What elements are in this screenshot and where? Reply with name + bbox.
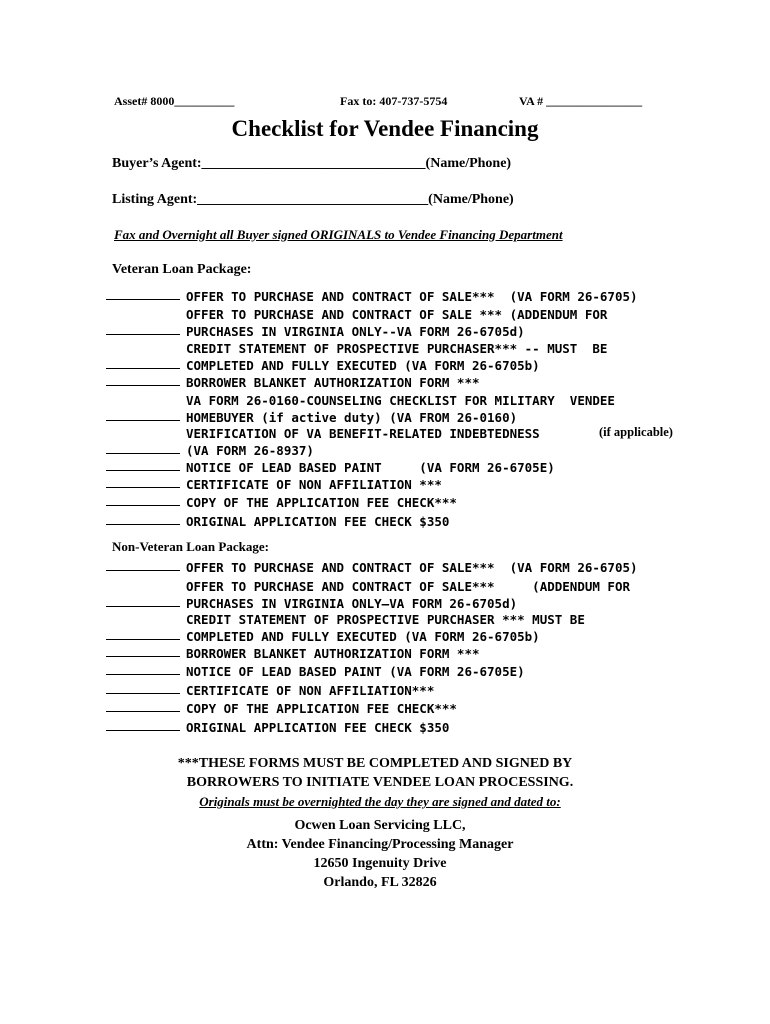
checklist-item-text: ORIGINAL APPLICATION FEE CHECK $350 <box>186 720 450 735</box>
asset-number-field[interactable]: Asset# 8000__________ <box>114 94 235 108</box>
checkbox-blank[interactable] <box>106 674 180 675</box>
overnight-note: Originals must be overnighted the day they are signed and dated to: <box>199 794 561 809</box>
checklist-item-text: VERIFICATION OF VA BENEFIT-RELATED INDEBTEDNESS (VA FORM 26-8937) <box>186 426 540 458</box>
non-veteran-section-heading: Non-Veteran Loan Package: <box>112 539 269 554</box>
checkbox-blank[interactable] <box>106 656 180 657</box>
checkbox-blank[interactable] <box>106 487 180 488</box>
checklist-item-text: OFFER TO PURCHASE AND CONTRACT OF SALE *** (ADDENDUM FOR PURCHASES IN VIRGINIA ONLY--VA FORM 26-6705d) <box>186 307 608 339</box>
completion-warning <box>0 754 770 811</box>
address-line: Orlando, FL 32826 <box>323 875 437 890</box>
checkbox-blank[interactable] <box>106 385 180 386</box>
checkbox-blank[interactable] <box>106 453 180 454</box>
checkbox-blank[interactable] <box>106 524 180 525</box>
checklist-item-text: OFFER TO PURCHASE AND CONTRACT OF SALE*** (VA FORM 26-6705) <box>186 560 638 575</box>
address-line: 12650 Ingenuity Drive <box>313 856 447 871</box>
if-applicable-note: (if applicable) <box>599 425 673 439</box>
checklist-item-text: CERTIFICATE OF NON AFFILIATION *** <box>186 477 442 492</box>
checkbox-blank[interactable] <box>106 639 180 640</box>
checkbox-blank[interactable] <box>106 368 180 369</box>
page-title: Checklist for Vendee Financing <box>231 116 539 141</box>
checklist-item-text: OFFER TO PURCHASE AND CONTRACT OF SALE*** (VA FORM 26-6705) <box>186 289 638 304</box>
checkbox-blank[interactable] <box>106 606 180 607</box>
checkbox-blank[interactable] <box>106 470 180 471</box>
mailing-address <box>0 816 770 892</box>
address-line: Attn: Vendee Financing/Processing Manager <box>246 837 514 852</box>
va-number-field[interactable]: VA # ________________ <box>519 94 643 108</box>
checkbox-blank[interactable] <box>106 420 180 421</box>
checklist-item-text: BORROWER BLANKET AUTHORIZATION FORM *** <box>186 646 480 661</box>
checklist-item-text: VA FORM 26-0160-COUNSELING CHECKLIST FOR MILITARY VENDEE HOMEBUYER (if active duty) (VA FROM 26-0160) <box>186 393 615 425</box>
checklist-item-text: BORROWER BLANKET AUTHORIZATION FORM *** <box>186 375 480 390</box>
warning-line: BORROWERS TO INITIATE VENDEE LOAN PROCESSING. <box>186 775 574 790</box>
buyers-agent-field[interactable]: Buyer’s Agent:________________________________(Name/Phone) <box>112 156 512 171</box>
warning-line: ***THESE FORMS MUST BE COMPLETED AND SIGNED BY <box>177 756 573 771</box>
veteran-section-heading: Veteran Loan Package: <box>112 262 252 277</box>
checklist-item-text: NOTICE OF LEAD BASED PAINT (VA FORM 26-6705E) <box>186 664 525 679</box>
checkbox-blank[interactable] <box>106 693 180 694</box>
checklist-item-text: CERTIFICATE OF NON AFFILIATION*** <box>186 683 435 698</box>
checklist-item-text: OFFER TO PURCHASE AND CONTRACT OF SALE*** (ADDENDUM FOR PURCHASES IN VIRGINIA ONLY—VA FORM 26-6705d) <box>186 579 631 611</box>
checklist-item-text: CREDIT STATEMENT OF PROSPECTIVE PURCHASER*** -- MUST BE COMPLETED AND FULLY EXECUTED (VA FORM 26-6705b) <box>186 341 608 373</box>
checkbox-blank[interactable] <box>106 711 180 712</box>
checkbox-blank[interactable] <box>106 570 180 571</box>
fax-instruction-notice: Fax and Overnight all Buyer signed ORIGINALS to Vendee Financing Department <box>114 227 563 242</box>
listing-agent-field[interactable]: Listing Agent:_________________________________(Name/Phone) <box>112 192 514 207</box>
checklist-item-text: ORIGINAL APPLICATION FEE CHECK $350 <box>186 514 450 529</box>
checkbox-blank[interactable] <box>106 334 180 335</box>
checkbox-blank[interactable] <box>106 505 180 506</box>
checkbox-blank[interactable] <box>106 299 180 300</box>
checkbox-blank[interactable] <box>106 730 180 731</box>
fax-number: Fax to: 407-737-5754 <box>340 94 448 108</box>
address-line: Ocwen Loan Servicing LLC, <box>294 818 466 833</box>
checklist-item-text: CREDIT STATEMENT OF PROSPECTIVE PURCHASER *** MUST BE COMPLETED AND FULLY EXECUTED (VA FORM 26-6705b) <box>186 612 585 644</box>
checklist-item-text: COPY OF THE APPLICATION FEE CHECK*** <box>186 495 457 510</box>
checklist-item-text: NOTICE OF LEAD BASED PAINT (VA FORM 26-6705E) <box>186 460 555 475</box>
checklist-item-text: COPY OF THE APPLICATION FEE CHECK*** <box>186 701 457 716</box>
